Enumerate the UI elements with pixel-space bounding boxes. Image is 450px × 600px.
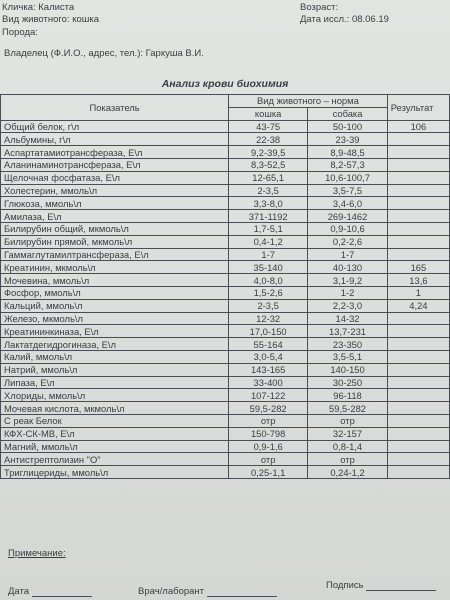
cat-norm-cell: 150-798: [229, 427, 308, 440]
cat-norm-cell: 4,0-8,0: [229, 274, 308, 287]
cat-norm-cell: 12-65,1: [229, 171, 308, 184]
table-row: [1, 376, 450, 389]
cat-norm-cell: 55-164: [229, 338, 308, 351]
date-line: [32, 596, 92, 597]
indicator-cell: Мочевая кислота, мкмоль\л: [1, 402, 229, 415]
table-row: [1, 414, 450, 427]
table-row: [1, 453, 450, 466]
table-row: [1, 325, 450, 338]
cat-norm-cell: 43-75: [229, 120, 308, 133]
table-row: [1, 210, 450, 223]
indicator-cell: Холестерин, ммоль\л: [1, 184, 229, 197]
cat-norm-cell: 8,3-52,5: [229, 158, 308, 171]
indicator-cell: Мочевина, ммоль\л: [1, 274, 229, 287]
cat-norm-cell: 59,5-282: [229, 402, 308, 415]
result-cell: [387, 427, 449, 440]
dog-norm-cell: 2,2-3,0: [308, 299, 388, 312]
result-cell: [387, 133, 449, 146]
species-label: Вид животного: кошка: [2, 14, 100, 25]
result-cell: [387, 312, 449, 325]
indicator-cell: Антистрептолизин "О": [1, 453, 229, 466]
indicator-cell: Кальций, ммоль\л: [1, 299, 229, 312]
dog-norm-cell: отр: [308, 453, 388, 466]
dog-norm-cell: 59,5-282: [308, 402, 388, 415]
result-cell: [387, 466, 449, 479]
table-row: [1, 350, 450, 363]
cat-norm-cell: 2-3,5: [229, 184, 308, 197]
indicator-cell: Магний, ммоль\л: [1, 440, 229, 453]
result-cell: [387, 197, 449, 210]
dog-norm-cell: 1-2: [308, 286, 388, 299]
cat-norm-cell: отр: [229, 414, 308, 427]
table-row: [1, 299, 450, 312]
cat-norm-cell: 9,2-39,5: [229, 146, 308, 159]
cat-norm-cell: 35-140: [229, 261, 308, 274]
result-cell: 4,24: [387, 299, 449, 312]
cat-norm-cell: 371-1192: [229, 210, 308, 223]
result-cell: [387, 158, 449, 171]
table-row: [1, 363, 450, 376]
dog-norm-cell: 3,5-5,1: [308, 350, 388, 363]
dog-norm-cell: 1-7: [308, 248, 388, 261]
doctor-footer-label: Врач/лаборант: [138, 586, 204, 597]
doctor-footer: [138, 586, 277, 597]
table-row: [1, 261, 450, 274]
result-cell: [387, 325, 449, 338]
result-cell: [387, 402, 449, 415]
indicator-cell: Фосфор, ммоль\л: [1, 286, 229, 299]
result-cell: [387, 376, 449, 389]
result-cell: 1: [387, 286, 449, 299]
norm-column-header: Вид животного – норма: [229, 95, 388, 108]
indicator-cell: Хлориды, ммоль\л: [1, 389, 229, 402]
cat-norm-cell: 107-122: [229, 389, 308, 402]
signature-line: [366, 590, 436, 591]
cat-norm-cell: 3,3-8,0: [229, 197, 308, 210]
cat-norm-cell: 2-3,5: [229, 299, 308, 312]
result-cell: [387, 210, 449, 223]
indicator-cell: Натрий, ммоль\л: [1, 363, 229, 376]
dog-norm-cell: 3,4-6,0: [308, 197, 388, 210]
dog-norm-cell: 0,2-2,6: [308, 235, 388, 248]
report-title: Анализ крови биохимия: [161, 78, 289, 90]
result-cell: [387, 440, 449, 453]
indicator-cell: Креатинин, мкмоль\л: [1, 261, 229, 274]
indicator-cell: Калий, ммоль\л: [1, 350, 229, 363]
dog-norm-cell: 3,5-7,5: [308, 184, 388, 197]
dog-norm-cell: 96-118: [308, 389, 388, 402]
indicator-column-header: Показатель: [1, 95, 229, 121]
indicator-cell: КФХ-СК-МВ, Е\л: [1, 427, 229, 440]
result-cell: [387, 389, 449, 402]
table-row: [1, 171, 450, 184]
signature-footer: [326, 580, 436, 591]
result-cell: [387, 184, 449, 197]
indicator-cell: Липаза, Е\л: [1, 376, 229, 389]
dog-norm-cell: 10,6-100,7: [308, 171, 388, 184]
dog-norm-cell: 50-100: [308, 120, 388, 133]
dog-norm-cell: отр: [308, 414, 388, 427]
indicator-cell: Глюкоза, ммоль\л: [1, 197, 229, 210]
signature-footer-label: Подпись: [326, 580, 364, 591]
result-cell: [387, 171, 449, 184]
dog-norm-cell: 30-250: [308, 376, 388, 389]
cat-norm-cell: 1-7: [229, 248, 308, 261]
table-row: [1, 158, 450, 171]
date-footer: [8, 586, 92, 597]
table-row: [1, 133, 450, 146]
cat-norm-cell: 1,7-5,1: [229, 222, 308, 235]
cat-norm-cell: 3,0-5,4: [229, 350, 308, 363]
cat-norm-cell: 143-165: [229, 363, 308, 376]
result-cell: [387, 350, 449, 363]
cat-norm-cell: 12-32: [229, 312, 308, 325]
indicator-cell: Щелочная фосфатаза, Е\л: [1, 171, 229, 184]
table-row: [1, 235, 450, 248]
dog-norm-cell: 3,1-9,2: [308, 274, 388, 287]
table-row: [1, 402, 450, 415]
table-row: [1, 146, 450, 159]
table-row: [1, 389, 450, 402]
result-column-header: Результат: [387, 95, 449, 121]
indicator-cell: Альбумины, г\л: [1, 133, 229, 146]
table-row: [1, 338, 450, 351]
cat-norm-cell: 0,25-1,1: [229, 466, 308, 479]
age-label: Возраст:: [300, 2, 339, 13]
dog-norm-cell: 0,9-10,6: [308, 222, 388, 235]
indicator-cell: Креатининкиназа, Е\л: [1, 325, 229, 338]
dog-norm-cell: 32-157: [308, 427, 388, 440]
dog-column-header: собака: [308, 107, 388, 120]
indicator-cell: Амилаза, Е\л: [1, 210, 229, 223]
result-cell: 165: [387, 261, 449, 274]
dog-norm-cell: 8,9-48,5: [308, 146, 388, 159]
nickname-label: Кличка: Калиста: [2, 2, 75, 13]
cat-norm-cell: 33-400: [229, 376, 308, 389]
cat-column-header: кошка: [229, 107, 308, 120]
table-row: [1, 248, 450, 261]
dog-norm-cell: 23-350: [308, 338, 388, 351]
table-row: [1, 286, 450, 299]
dog-norm-cell: 40-130: [308, 261, 388, 274]
table-body: [1, 120, 450, 478]
table-row: [1, 184, 450, 197]
dog-norm-cell: 13,7-231: [308, 325, 388, 338]
table-row: [1, 466, 450, 479]
indicator-cell: С реак Белок: [1, 414, 229, 427]
cat-norm-cell: 0,9-1,6: [229, 440, 308, 453]
table-row: [1, 440, 450, 453]
result-cell: [387, 222, 449, 235]
dog-norm-cell: 14-32: [308, 312, 388, 325]
owner-label: Владелец (Ф.И.О., адрес, тел.): Гаркуша В.И.: [4, 48, 204, 59]
biochemistry-table: [0, 94, 450, 479]
dog-norm-cell: 0,8-1,4: [308, 440, 388, 453]
result-cell: 106: [387, 120, 449, 133]
note-label: Примечание:: [8, 548, 66, 559]
indicator-cell: Лактатдегидрогиназа, Е\л: [1, 338, 229, 351]
table-row: [1, 427, 450, 440]
indicator-cell: Аспартатамиотрансфераза, Е\л: [1, 146, 229, 159]
result-cell: [387, 338, 449, 351]
study-date-label: Дата иссл.: 08.06.19: [300, 14, 389, 25]
dog-norm-cell: 23-39: [308, 133, 388, 146]
result-cell: [387, 453, 449, 466]
indicator-cell: Билирубин прямой, мкмоль\л: [1, 235, 229, 248]
dog-norm-cell: 8,2-57,3: [308, 158, 388, 171]
table-header-row: [1, 95, 450, 108]
table-row: [1, 312, 450, 325]
result-cell: 13,6: [387, 274, 449, 287]
table-row: [1, 120, 450, 133]
result-cell: [387, 363, 449, 376]
result-cell: [387, 146, 449, 159]
result-cell: [387, 235, 449, 248]
cat-norm-cell: отр: [229, 453, 308, 466]
doctor-line: [207, 596, 277, 597]
dog-norm-cell: 0,24-1,2: [308, 466, 388, 479]
result-cell: [387, 414, 449, 427]
result-cell: [387, 248, 449, 261]
breed-label: Порода:: [2, 27, 38, 38]
indicator-cell: Железо, мкмоль\л: [1, 312, 229, 325]
cat-norm-cell: 17,0-150: [229, 325, 308, 338]
indicator-cell: Гаммаглутамилтрансфераза, Е\л: [1, 248, 229, 261]
table-row: [1, 274, 450, 287]
table-row: [1, 222, 450, 235]
cat-norm-cell: 1,5-2,6: [229, 286, 308, 299]
indicator-cell: Триглицериды, ммоль\л: [1, 466, 229, 479]
indicator-cell: Общий белок, г\л: [1, 120, 229, 133]
dog-norm-cell: 269-1462: [308, 210, 388, 223]
cat-norm-cell: 22-38: [229, 133, 308, 146]
date-footer-label: Дата: [8, 586, 30, 597]
indicator-cell: Билирубин общий, мкмоль\л: [1, 222, 229, 235]
table-row: [1, 197, 450, 210]
indicator-cell: Аланинаминотрансфераза, Е\л: [1, 158, 229, 171]
dog-norm-cell: 140-150: [308, 363, 388, 376]
cat-norm-cell: 0,4-1,2: [229, 235, 308, 248]
